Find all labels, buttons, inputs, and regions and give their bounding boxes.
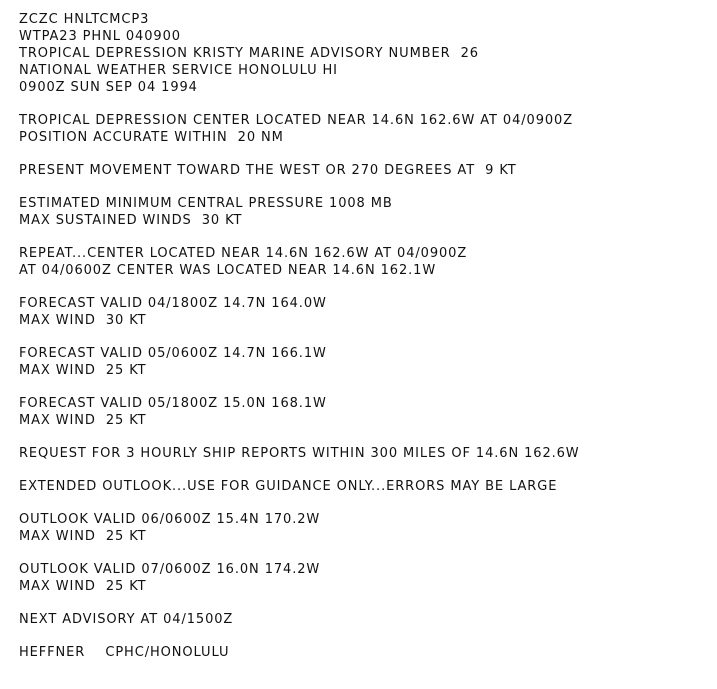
present-movement: PRESENT MOVEMENT TOWARD THE WEST OR 270 DEGREES AT 9 KT	[19, 163, 517, 178]
intensity-block	[19, 195, 709, 229]
position-block	[19, 112, 709, 146]
outlook-wind: MAX WIND 25 KT	[19, 529, 147, 544]
issue-time: 0900Z SUN SEP 04 1994	[19, 80, 198, 95]
forecast-wind: MAX WIND 25 KT	[19, 363, 147, 378]
forecast-valid: FORECAST VALID 05/0600Z 14.7N 166.1W	[19, 346, 327, 361]
repeat-line: REPEAT...CENTER LOCATED NEAR 14.6N 162.6W AT 04/0900Z	[19, 246, 468, 261]
outlook-block	[19, 511, 709, 545]
forecast-block	[19, 395, 709, 429]
outlook-valid: OUTLOOK VALID 07/0600Z 16.0N 174.2W	[19, 562, 321, 577]
outlook-block	[19, 561, 709, 595]
next-advisory: NEXT ADVISORY AT 04/1500Z	[19, 612, 234, 627]
ship-report-request: REQUEST FOR 3 HOURLY SHIP REPORTS WITHIN 300 MILES OF 14.6N 162.6W	[19, 446, 580, 461]
central-pressure: ESTIMATED MINIMUM CENTRAL PRESSURE 1008 MB	[19, 196, 393, 211]
forecast-wind: MAX WIND 30 KT	[19, 313, 147, 328]
header-line: ZCZC HNLTCMCP3	[19, 12, 150, 27]
sustained-winds: MAX SUSTAINED WINDS 30 KT	[19, 213, 243, 228]
position-accuracy: POSITION ACCURATE WITHIN 20 NM	[19, 130, 284, 145]
advisory-title: TROPICAL DEPRESSION KRISTY MARINE ADVISORY NUMBER 26	[19, 46, 479, 61]
center-location: TROPICAL DEPRESSION CENTER LOCATED NEAR 14.6N 162.6W AT 04/0900Z	[19, 113, 574, 128]
repeat-block	[19, 245, 709, 279]
forecast-block	[19, 345, 709, 379]
forecast-valid: FORECAST VALID 05/1800Z 15.0N 168.1W	[19, 396, 327, 411]
outlook-valid: OUTLOOK VALID 06/0600Z 15.4N 170.2W	[19, 512, 321, 527]
forecaster-signature: HEFFNER CPHC/HONOLULU	[19, 645, 230, 660]
outlook-wind: MAX WIND 25 KT	[19, 579, 147, 594]
forecast-valid: FORECAST VALID 04/1800Z 14.7N 164.0W	[19, 296, 327, 311]
issuing-office: NATIONAL WEATHER SERVICE HONOLULU HI	[19, 63, 338, 78]
header-line: WTPA23 PHNL 040900	[19, 29, 181, 44]
forecast-block	[19, 295, 709, 329]
forecast-wind: MAX WIND 25 KT	[19, 413, 147, 428]
extended-outlook-notice: EXTENDED OUTLOOK...USE FOR GUIDANCE ONLY...ERRORS MAY BE LARGE	[19, 479, 558, 494]
previous-position: AT 04/0600Z CENTER WAS LOCATED NEAR 14.6N 162.1W	[19, 263, 437, 278]
header-block	[19, 11, 709, 96]
advisory-document	[19, 11, 709, 661]
